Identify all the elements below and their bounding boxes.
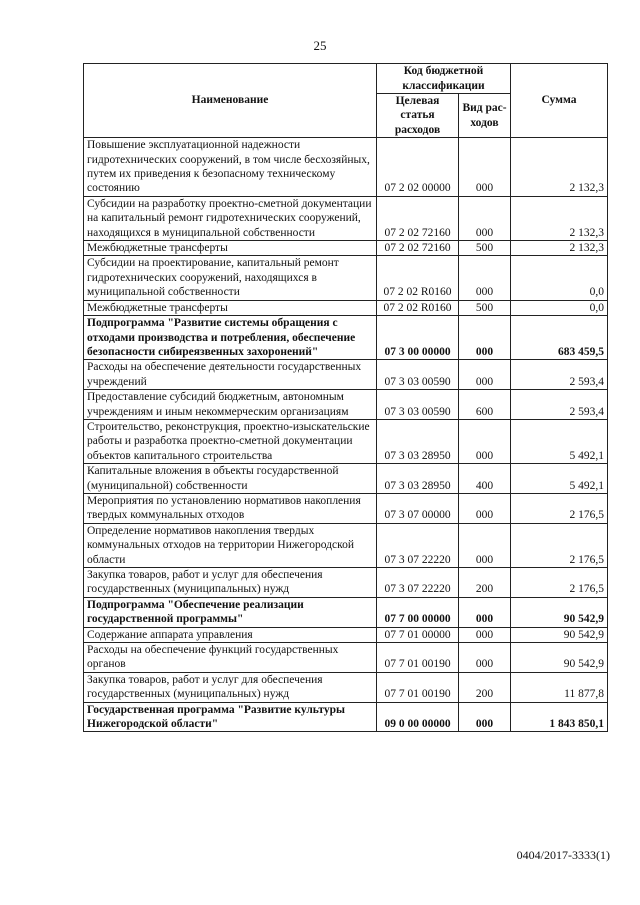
- row-sum: 683 459,5: [511, 316, 608, 360]
- row-target-code: 07 2 02 R0160: [377, 300, 459, 315]
- row-sum: 2 176,5: [511, 568, 608, 598]
- row-expense-kind: 500: [459, 300, 511, 315]
- row-name: Расходы на обеспечение деятельности государственных учреждений: [84, 360, 377, 390]
- row-sum: 2 176,5: [511, 493, 608, 523]
- row-name: Содержание аппарата управления: [84, 627, 377, 642]
- row-target-code: 07 3 03 28950: [377, 464, 459, 494]
- row-name: Строительство, реконструкция, проектно-изыскательские работы и разработка проектно-сметной документации объектов капитального строительства: [84, 419, 377, 463]
- row-name: Межбюджетные трансферты: [84, 300, 377, 315]
- row-name: Мероприятия по установлению нормативов накопления твердых коммунальных отходов: [84, 493, 377, 523]
- row-sum: 2 593,4: [511, 390, 608, 420]
- row-name: Субсидии на разработку проектно-сметной документации на капитальный ремонт гидротехнических сооружений, находящихся в муниципальной собственности: [84, 196, 377, 240]
- row-expense-kind: 000: [459, 702, 511, 732]
- table-row: [84, 138, 608, 197]
- row-expense-kind: 000: [459, 643, 511, 673]
- table-row: [84, 241, 608, 256]
- row-sum: 2 176,5: [511, 523, 608, 567]
- table-row: [84, 256, 608, 300]
- table-row: [84, 196, 608, 240]
- row-target-code: 07 7 01 00000: [377, 627, 459, 642]
- row-target-code: 07 7 01 00190: [377, 643, 459, 673]
- row-target-code: 07 2 02 00000: [377, 138, 459, 197]
- header-code-group: Код бюджетной классификации: [377, 64, 511, 94]
- table-row: [84, 702, 608, 732]
- row-name: Подпрограмма "Обеспечение реализации государственной программы": [84, 597, 377, 627]
- row-sum: 5 492,1: [511, 464, 608, 494]
- row-sum: 90 542,9: [511, 643, 608, 673]
- row-target-code: 07 3 00 00000: [377, 316, 459, 360]
- row-sum: 0,0: [511, 256, 608, 300]
- row-expense-kind: 200: [459, 568, 511, 598]
- row-sum: 11 877,8: [511, 672, 608, 702]
- row-sum: 1 843 850,1: [511, 702, 608, 732]
- row-name: Закупка товаров, работ и услуг для обеспечения государственных (муниципальных) нужд: [84, 672, 377, 702]
- table-row: [84, 390, 608, 420]
- row-target-code: 07 2 02 72160: [377, 241, 459, 256]
- document-number: 0404/2017-3333(1): [516, 848, 610, 862]
- row-target-code: 07 2 02 72160: [377, 196, 459, 240]
- table-row: [84, 672, 608, 702]
- row-name: Предоставление субсидий бюджетным, автономным учреждениям и иным некоммерческим организациям: [84, 390, 377, 420]
- row-expense-kind: 000: [459, 316, 511, 360]
- row-expense-kind: 000: [459, 627, 511, 642]
- table-row: [84, 300, 608, 315]
- row-name: Повышение эксплуатационной надежности гидротехнических сооружений, в том числе бесхозяйных, путем их приведения к безопасному техническому состоянию: [84, 138, 377, 197]
- header-name: Наименование: [84, 64, 377, 138]
- row-target-code: 07 7 01 00190: [377, 672, 459, 702]
- row-target-code: 07 3 03 28950: [377, 419, 459, 463]
- table-row: [84, 643, 608, 673]
- row-sum: 2 132,3: [511, 241, 608, 256]
- table-row: [84, 597, 608, 627]
- row-name: Определение нормативов накопления твердых коммунальных отходов на территории Нижегородской области: [84, 523, 377, 567]
- header-sum: Сумма: [511, 64, 608, 138]
- row-expense-kind: 000: [459, 256, 511, 300]
- row-name: Субсидии на проектирование, капитальный ремонт гидротехнических сооружений, находящихся в муниципальной собственности: [84, 256, 377, 300]
- table-row: [84, 316, 608, 360]
- row-expense-kind: 000: [459, 523, 511, 567]
- row-target-code: 07 7 00 00000: [377, 597, 459, 627]
- row-target-code: 09 0 00 00000: [377, 702, 459, 732]
- row-target-code: 07 3 07 22220: [377, 568, 459, 598]
- row-expense-kind: 000: [459, 419, 511, 463]
- header-target: Целевая статья расходов: [377, 94, 459, 138]
- row-expense-kind: 000: [459, 196, 511, 240]
- row-name: Межбюджетные трансферты: [84, 241, 377, 256]
- row-expense-kind: 000: [459, 597, 511, 627]
- row-expense-kind: 500: [459, 241, 511, 256]
- row-expense-kind: 000: [459, 360, 511, 390]
- row-name: Закупка товаров, работ и услуг для обеспечения государственных (муниципальных) нужд: [84, 568, 377, 598]
- row-expense-kind: 200: [459, 672, 511, 702]
- row-sum: 90 542,9: [511, 627, 608, 642]
- row-name: Расходы на обеспечение функций государственных органов: [84, 643, 377, 673]
- row-sum: 90 542,9: [511, 597, 608, 627]
- row-target-code: 07 3 07 00000: [377, 493, 459, 523]
- row-sum: 5 492,1: [511, 419, 608, 463]
- table-row: [84, 360, 608, 390]
- row-sum: 2 132,3: [511, 138, 608, 197]
- table-row: [84, 493, 608, 523]
- row-target-code: 07 3 03 00590: [377, 390, 459, 420]
- row-expense-kind: 600: [459, 390, 511, 420]
- row-target-code: 07 3 07 22220: [377, 523, 459, 567]
- table-row: [84, 627, 608, 642]
- row-target-code: 07 2 02 R0160: [377, 256, 459, 300]
- row-target-code: 07 3 03 00590: [377, 360, 459, 390]
- header-kind: Вид рас-ходов: [459, 94, 511, 138]
- table-body: [84, 138, 608, 732]
- table-row: [84, 523, 608, 567]
- budget-table: [83, 63, 608, 732]
- row-sum: 0,0: [511, 300, 608, 315]
- row-name: Подпрограмма "Развитие системы обращения с отходами производства и потребления, обеспечение безопасности сибиреязвенных захоронений": [84, 316, 377, 360]
- row-name: Капитальные вложения в объекты государственной (муниципальной) собственности: [84, 464, 377, 494]
- row-name: Государственная программа "Развитие культуры Нижегородской области": [84, 702, 377, 732]
- page-number: 25: [313, 38, 327, 53]
- table-row: [84, 568, 608, 598]
- table-row: [84, 419, 608, 463]
- row-expense-kind: 000: [459, 138, 511, 197]
- table-row: [84, 464, 608, 494]
- row-expense-kind: 400: [459, 464, 511, 494]
- row-sum: 2 593,4: [511, 360, 608, 390]
- row-expense-kind: 000: [459, 493, 511, 523]
- row-sum: 2 132,3: [511, 196, 608, 240]
